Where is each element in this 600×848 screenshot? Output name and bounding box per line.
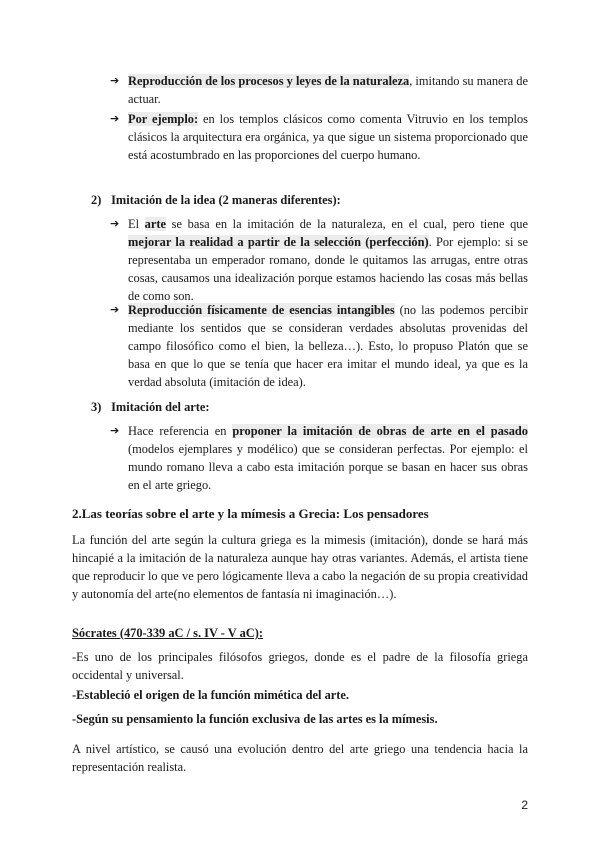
arrow-icon: ➔: [110, 112, 120, 125]
section-number: 2): [91, 193, 102, 207]
socrates-point-2: -Estableció el origen de la función mimética del arte.: [72, 688, 350, 702]
socrates-title: [72, 624, 528, 642]
bullet-text: (modelos ejemplares y modélico) que se consideran perfectas. Por ejemplo: el mundo romano lleva a cabo esta imitación porque se basan en hacer sus obras en el arte griego.: [128, 442, 528, 492]
arrow-icon: ➔: [110, 303, 120, 316]
bullet-esencias-intangibles: [110, 301, 528, 391]
bullet-reproduccion-procesos: [110, 72, 528, 108]
page-number: 2: [521, 798, 528, 812]
bullet-text: se basa en la imitación de la naturaleza, en el cual, pero tiene que: [166, 217, 528, 231]
bullet-text: , imitando su manera de actuar.: [128, 74, 528, 106]
paragraph-funcion-arte: La función del arte según la cultura griega es la mimesis (imitación), donde se hará más hincapié a la imitación de la naturaleza aunque hay otras variantes. Además, el artista tiene que reproducir lo que ve pero lógicamente lleva a cabo la negación de su propia creatividad y autonomía del arte(no elementos de fantasía ni imaginación…).: [72, 533, 528, 601]
bullet-por-ejemplo: [110, 110, 528, 164]
bullet-arte-imitacion: [110, 215, 528, 305]
arrow-icon: ➔: [110, 424, 120, 437]
paragraph-nivel-artistico: A nivel artístico, se causó una evolución dentro del arte griego una tendencia hacia la representación realista.: [72, 742, 528, 774]
arrow-icon: ➔: [110, 74, 120, 87]
socrates-heading: Sócrates (470-339 aC / s. IV - V aC):: [72, 626, 264, 640]
socrates-point-3: -Según su pensamiento la función exclusiva de las artes es la mímesis.: [72, 712, 438, 726]
bullet-highlight: proponer la imitación de obras de arte en el pasado: [232, 424, 528, 438]
bullet-text: El: [128, 217, 145, 231]
bullet-highlight: arte: [144, 217, 166, 231]
heading-teorias-arte: 2.Las teorías sobre el arte y la mímesis a Grecia: Los pensadores: [72, 506, 429, 521]
bullet-text: . Por ejemplo: si se representaba un emperador romano, donde le quitamos las arrugas, entre otras cosas, causamos una idealización porque estamos haciendo las cosas más bellas de como son.: [128, 235, 528, 303]
arrow-icon: ➔: [110, 217, 120, 230]
section-title: Imitación de la idea (2 maneras diferentes):: [111, 193, 341, 207]
bullet-lead: Reproducción de los procesos y leyes de la naturaleza: [128, 74, 410, 88]
section-title: Imitación del arte:: [111, 400, 210, 414]
section-imitacion-idea: [91, 191, 341, 209]
bullet-text: Hace referencia en: [128, 424, 233, 438]
bullet-lead: Por ejemplo:: [128, 112, 199, 126]
bullet-highlight: mejorar la realidad a partir de la selección (perfección): [128, 235, 429, 249]
socrates-point-1: -Es uno de los principales filósofos griegos, donde es el padre de la filosofía griega occidental y universal.: [72, 650, 528, 682]
section-imitacion-arte: [91, 398, 210, 416]
bullet-text: en los templos clásicos como comenta Vitruvio en los templos clásicos la arquitectura era orgánica, ya que sigue un sistema proporcionado que está acostumbrado en las proporciones del cuerpo humano.: [128, 112, 528, 162]
section-number: 3): [91, 400, 102, 414]
bullet-lead: Reproducción físicamente de esencias intangibles: [128, 303, 395, 317]
bullet-text: (no las podemos percibir mediante los sentidos que se consideran verdades absolutas provenidas del campo filosófico como el bien, la belleza…). Esto, lo propuso Platón que se basa en que lo que se tenía que hacer era imitar el mundo ideal, ya que es la verdad absoluta (imitación de idea).: [128, 303, 528, 389]
bullet-imitacion-obras: [110, 422, 528, 494]
